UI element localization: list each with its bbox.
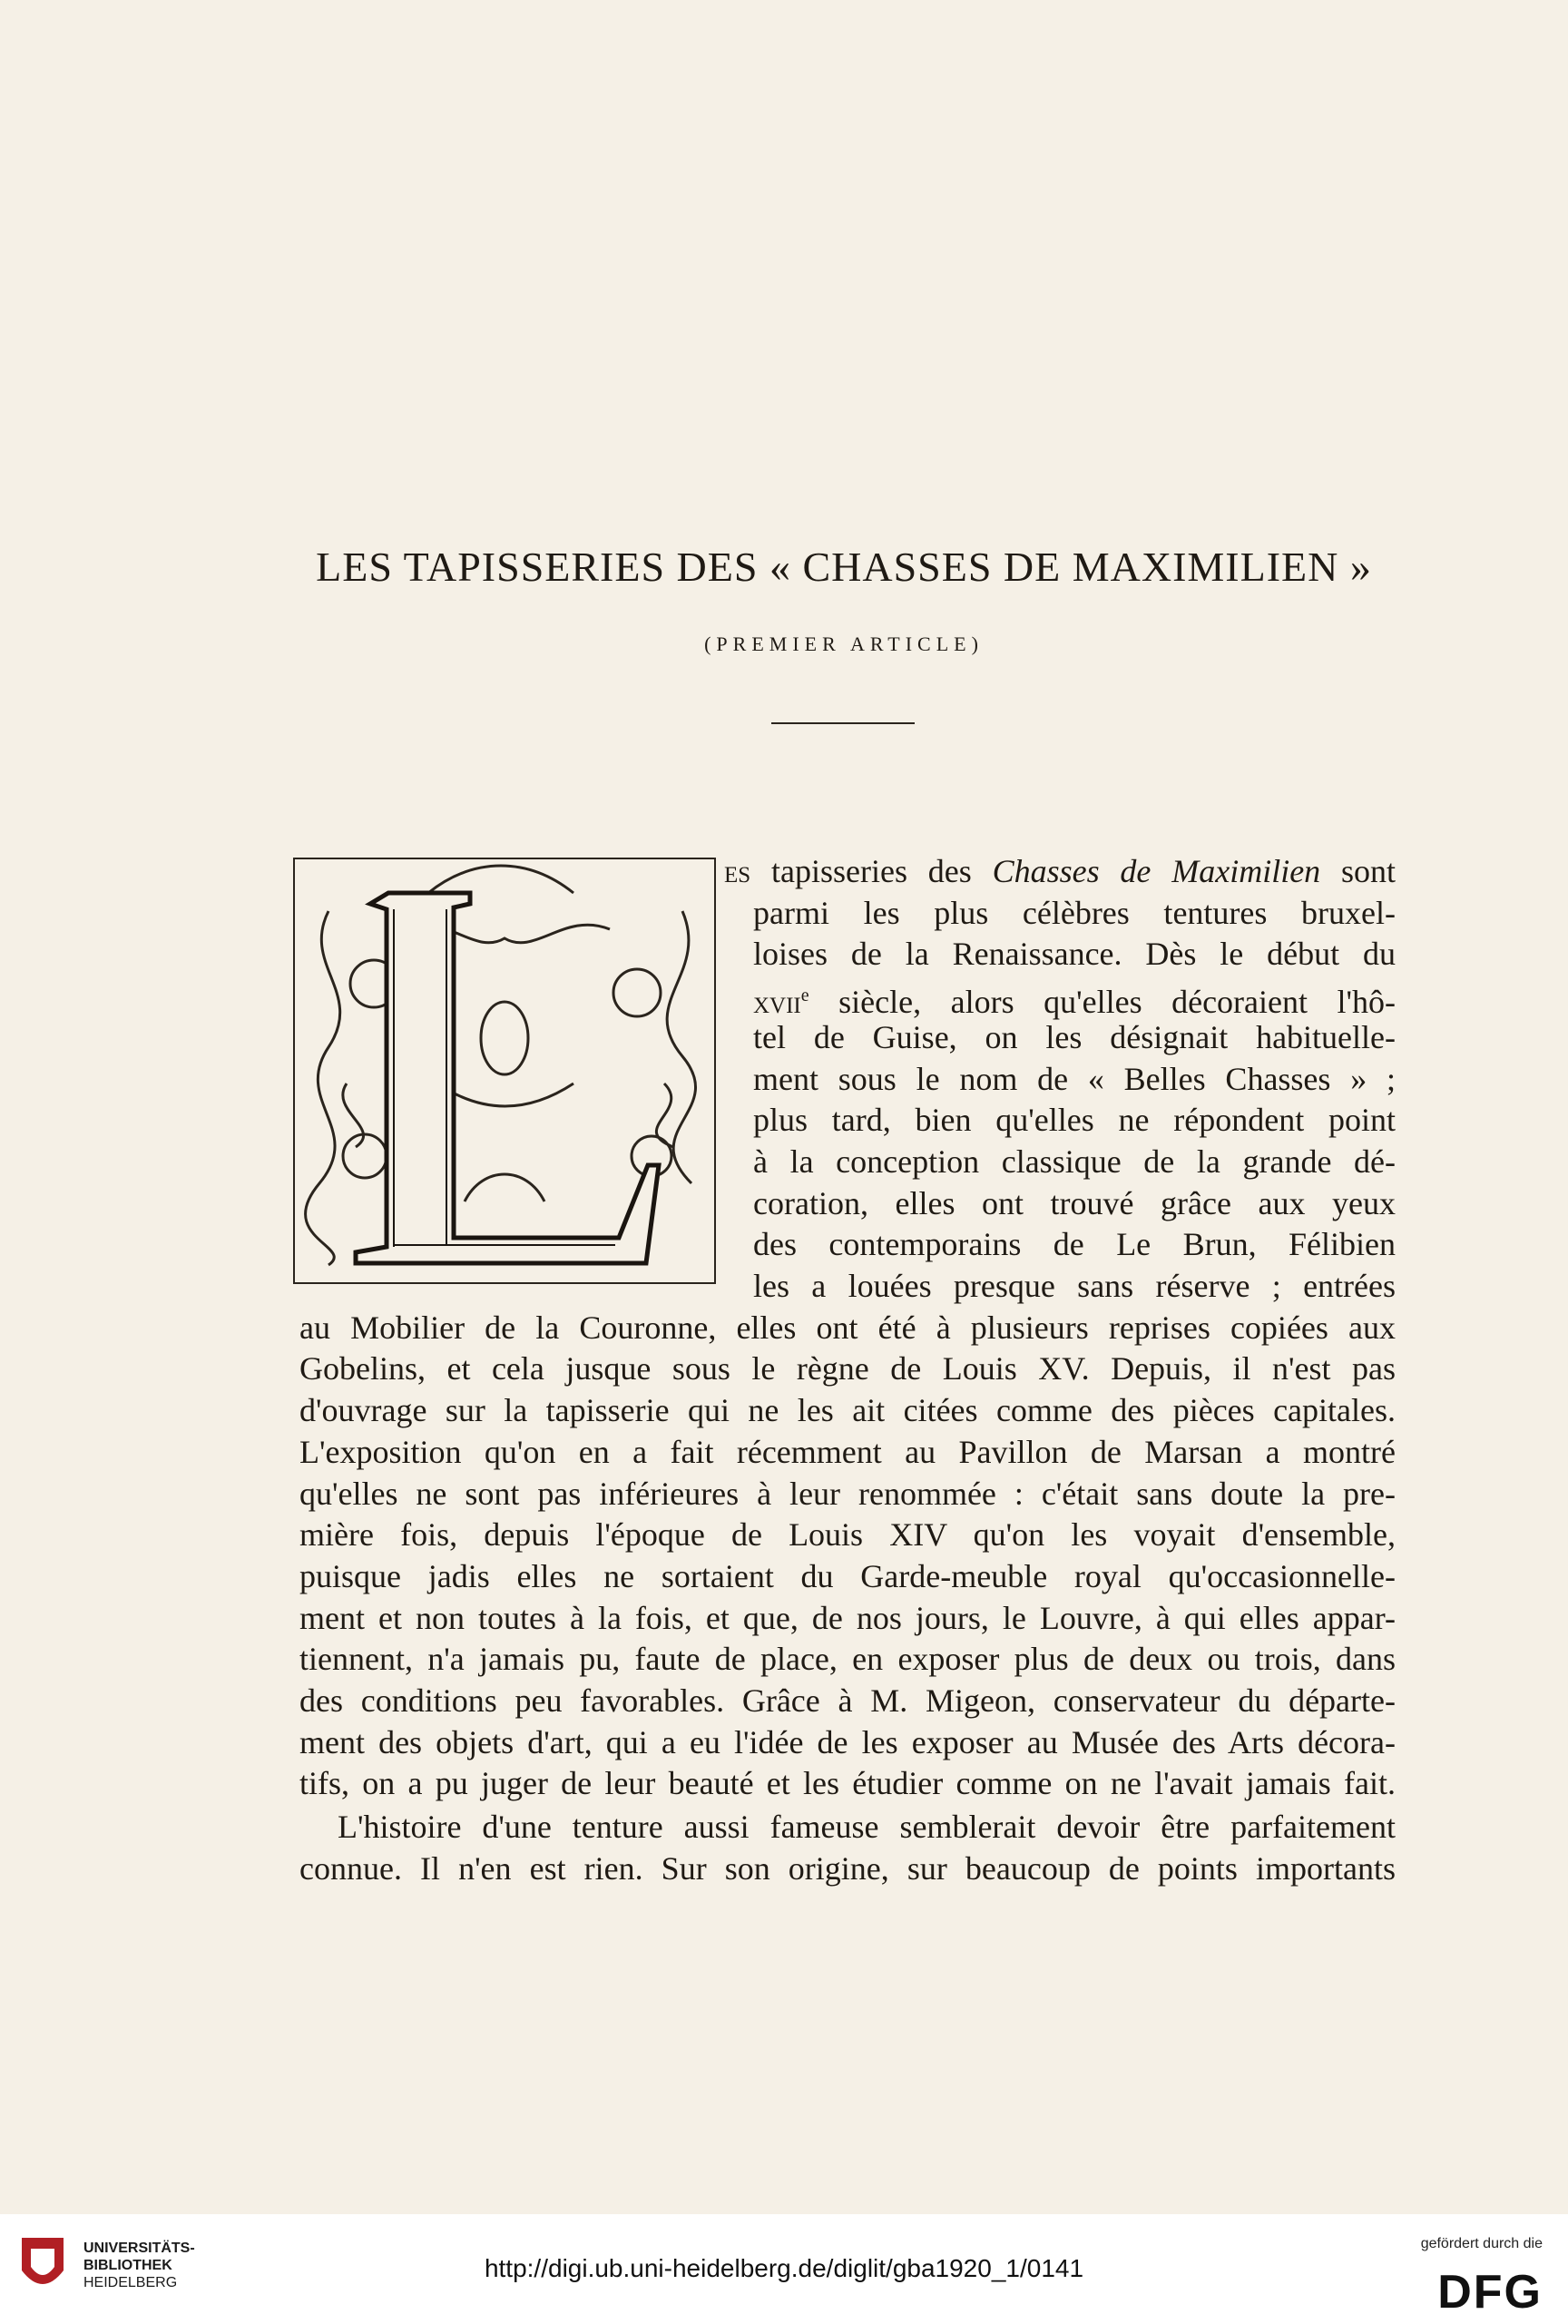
century-numeral: xvii bbox=[753, 984, 801, 1020]
dfg-logo: DFG bbox=[1437, 2266, 1543, 2319]
text-run: tapisseries des bbox=[750, 853, 993, 889]
footer-bar bbox=[0, 2214, 1568, 2324]
text-line: puisque jadis elles ne sortaient du Garde-meuble royal qu'occasionnelle- bbox=[299, 1558, 1396, 1594]
text-line: ment sous le nom de « Belles Chasses » ; bbox=[753, 1061, 1396, 1097]
text-line: parmi les plus célèbres tentures bruxel- bbox=[753, 895, 1396, 931]
text-line: L'histoire d'une tenture aussi fameuse semblerait devoir être parfaitement bbox=[338, 1809, 1396, 1845]
small-caps-text: es bbox=[724, 853, 751, 889]
text-line: tiennent, n'a jamais pu, faute de place, en exposer plus de deux ou trois, dans bbox=[299, 1641, 1396, 1677]
text-run: sont bbox=[1320, 853, 1396, 889]
text-line: loises de la Renaissance. Dès le début du bbox=[753, 936, 1396, 972]
text-run: siècle, alors qu'elles décoraient l'hô- bbox=[808, 984, 1396, 1020]
article-subtitle: (PREMIER ARTICLE) bbox=[704, 632, 984, 655]
text-line: ment et non toutes à la fois, et que, de nos jours, le Louvre, à qui elles appar- bbox=[299, 1600, 1396, 1636]
text-line: coration, elles ont trouvé grâce aux yeux bbox=[753, 1185, 1396, 1221]
ornamental-initial bbox=[292, 857, 717, 1285]
superscript: e bbox=[800, 985, 809, 1005]
text-line: qu'elles ne sont pas inférieures à leur renommée : c'était sans doute la pre- bbox=[299, 1476, 1396, 1512]
text-line bbox=[753, 976, 1396, 1020]
library-name-line3: HEIDELBERG bbox=[83, 2275, 178, 2290]
text-line: connue. Il n'en est rien. Sur son origine, sur beaucoup de points importants bbox=[299, 1850, 1396, 1887]
library-name-line2: BIBLIOTHEK bbox=[83, 2258, 172, 2273]
text-line: Gobelins, et cela jusque sous le règne de Louis XV. Depuis, il n'est pas bbox=[299, 1350, 1396, 1387]
title-rule bbox=[771, 722, 915, 724]
text-line: des contemporains de Le Brun, Félibien bbox=[753, 1226, 1396, 1262]
text-line bbox=[724, 851, 1396, 892]
text-line: des conditions peu favorables. Grâce à M. Migeon, conservateur du départe- bbox=[299, 1682, 1396, 1719]
text-line: mière fois, depuis l'époque de Louis XIV qu'on les voyait d'ensemble, bbox=[299, 1516, 1396, 1553]
text-line: au Mobilier de la Couronne, elles ont été à plusieurs reprises copiées aux bbox=[299, 1309, 1396, 1346]
text-line: L'exposition qu'on en a fait récemment au Pavillon de Marsan a montré bbox=[299, 1434, 1396, 1470]
italic-title: Chasses de Maximilien bbox=[992, 853, 1321, 889]
article-title: LES TAPISSERIES DES « CHASSES DE MAXIMILIEN » bbox=[316, 544, 1372, 590]
library-name-line1: UNIVERSITÄTS- bbox=[83, 2241, 195, 2256]
text-line: plus tard, bien qu'elles ne répondent point bbox=[753, 1102, 1396, 1138]
source-url-link[interactable]: http://digi.ub.uni-heidelberg.de/diglit/gba1920_1/0141 bbox=[484, 2254, 1084, 2282]
text-line: les a louées presque sans réserve ; entrées bbox=[753, 1268, 1396, 1304]
text-line: tifs, on a pu juger de leur beauté et les étudier comme on ne l'avait jamais fait. bbox=[299, 1765, 1396, 1801]
text-line: ment des objets d'art, qui a eu l'idée de les exposer au Musée des Arts décora- bbox=[299, 1724, 1396, 1760]
text-line: à la conception classique de la grande dé- bbox=[753, 1143, 1396, 1180]
text-line: tel de Guise, on les désignait habituelle- bbox=[753, 1019, 1396, 1055]
funded-by-label: gefördert durch die bbox=[1420, 2236, 1543, 2251]
text-line: d'ouvrage sur la tapisserie qui ne les ait citées comme des pièces capitales. bbox=[299, 1392, 1396, 1428]
